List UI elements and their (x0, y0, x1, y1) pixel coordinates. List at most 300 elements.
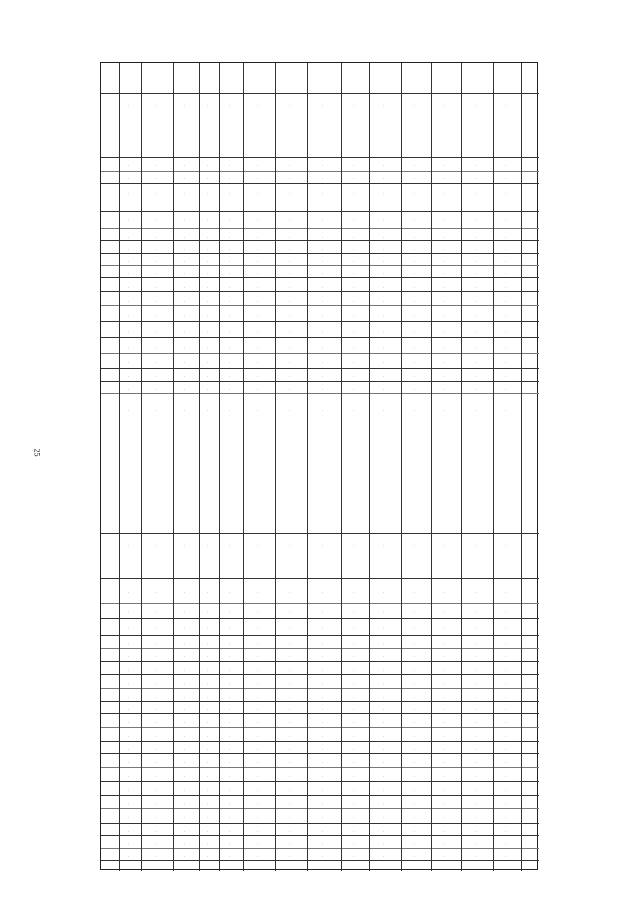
cell-mark: · (322, 285, 324, 290)
cell-mark: · (184, 641, 186, 646)
cell-mark: · (207, 788, 209, 793)
cell-mark: · (383, 329, 385, 334)
cell-mark: · (289, 641, 291, 646)
cell-mark: · (505, 285, 507, 290)
cell-mark: · (289, 625, 291, 630)
cell-mark: · (289, 590, 291, 595)
cell-mark: · (289, 103, 291, 108)
cell-mark: · (444, 271, 446, 276)
cell-mark: · (414, 788, 416, 793)
cell-mark: · (207, 707, 209, 712)
cell-mark: · (505, 668, 507, 673)
cell-mark: · (289, 801, 291, 806)
cell-mark: · (414, 218, 416, 223)
table-grid-h (101, 265, 539, 266)
table-grid-v (307, 63, 308, 871)
cell-mark: · (128, 176, 130, 181)
cell-mark: · (505, 695, 507, 700)
cell-mark: · (128, 854, 130, 859)
cell-mark: · (475, 842, 477, 847)
cell-mark: · (229, 247, 231, 252)
cell-mark: · (207, 760, 209, 765)
cell-mark: · (353, 247, 355, 252)
cell-mark: · (322, 218, 324, 223)
cell-mark: · (353, 374, 355, 379)
cell-mark: · (444, 313, 446, 318)
cell-mark: · (289, 543, 291, 548)
cell-mark: · (155, 374, 157, 379)
cell-mark: · (414, 829, 416, 834)
cell-mark: · (414, 235, 416, 240)
cell-mark: · (155, 360, 157, 365)
cell-mark: · (353, 747, 355, 752)
cell-mark: · (257, 163, 259, 168)
cell-mark: · (207, 829, 209, 834)
cell-mark: · (322, 345, 324, 350)
cell-mark: · (322, 788, 324, 793)
cell-mark: · (353, 774, 355, 779)
cell-mark: · (322, 854, 324, 859)
cell-mark: · (505, 681, 507, 686)
cell-mark: · (475, 760, 477, 765)
cell-mark: · (257, 801, 259, 806)
cell-mark: · (353, 668, 355, 673)
cell-mark: · (184, 235, 186, 240)
cell-mark: · (475, 854, 477, 859)
cell-mark: · (257, 235, 259, 240)
cell-mark: · (184, 654, 186, 659)
cell-mark: · (184, 590, 186, 595)
cell-mark: · (414, 408, 416, 413)
cell-mark: · (383, 235, 385, 240)
cell-mark: · (383, 854, 385, 859)
cell-mark: · (184, 103, 186, 108)
cell-mark: · (383, 668, 385, 673)
cell-mark: · (207, 842, 209, 847)
cell-mark: · (383, 654, 385, 659)
cell-mark: · (229, 668, 231, 673)
cell-mark: · (128, 299, 130, 304)
cell-mark: · (444, 788, 446, 793)
cell-mark: · (322, 313, 324, 318)
cell-mark: · (475, 285, 477, 290)
cell-mark: · (353, 707, 355, 712)
cell-mark: · (128, 374, 130, 379)
cell-mark: · (322, 329, 324, 334)
cell-mark: · (155, 641, 157, 646)
cell-mark: · (155, 854, 157, 859)
cell-mark: · (128, 720, 130, 725)
cell-mark: · (383, 590, 385, 595)
cell-mark: · (229, 654, 231, 659)
cell-mark: · (475, 774, 477, 779)
cell-mark: · (289, 191, 291, 196)
cell-mark: · (229, 590, 231, 595)
table-grid-h (101, 688, 539, 689)
cell-mark: · (322, 625, 324, 630)
cell-mark: · (322, 360, 324, 365)
cell-mark: · (155, 815, 157, 820)
cell-mark: · (414, 625, 416, 630)
cell-mark: · (184, 681, 186, 686)
cell-mark: · (155, 681, 157, 686)
table-grid-h (101, 753, 539, 754)
cell-mark: · (289, 747, 291, 752)
cell-mark: · (229, 747, 231, 752)
cell-mark: · (184, 259, 186, 264)
cell-mark: · (257, 345, 259, 350)
cell-mark: · (207, 329, 209, 334)
cell-mark: · (289, 329, 291, 334)
cell-mark: · (207, 801, 209, 806)
cell-mark: · (289, 345, 291, 350)
cell-mark: · (184, 360, 186, 365)
table-grid-h (101, 781, 539, 782)
cell-mark: · (207, 668, 209, 673)
table-grid-h (101, 228, 539, 229)
cell-mark: · (184, 747, 186, 752)
cell-mark: · (444, 360, 446, 365)
cell-mark: · (322, 387, 324, 392)
cell-mark: · (207, 543, 209, 548)
cell-mark: · (475, 247, 477, 252)
cell-mark: · (257, 695, 259, 700)
cell-mark: · (229, 345, 231, 350)
cell-mark: · (383, 695, 385, 700)
table-grid-h (101, 381, 539, 382)
cell-mark: · (353, 163, 355, 168)
cell-mark: · (383, 374, 385, 379)
cell-mark: · (289, 259, 291, 264)
cell-mark: · (414, 734, 416, 739)
cell-mark: · (322, 163, 324, 168)
cell-mark: · (414, 747, 416, 752)
table-grid-h (101, 578, 539, 579)
cell-mark: · (414, 760, 416, 765)
cell-mark: · (257, 815, 259, 820)
cell-mark: · (505, 543, 507, 548)
cell-mark: · (229, 610, 231, 615)
cell-mark: · (155, 103, 157, 108)
cell-mark: · (475, 163, 477, 168)
cell-mark: · (322, 590, 324, 595)
cell-mark: · (414, 259, 416, 264)
cell-mark: · (229, 218, 231, 223)
table-grid-h (101, 291, 539, 292)
cell-mark: · (207, 590, 209, 595)
cell-mark: · (505, 176, 507, 181)
cell-mark: · (229, 681, 231, 686)
cell-mark: · (128, 681, 130, 686)
table-grid-h (101, 674, 539, 675)
cell-mark: · (229, 543, 231, 548)
cell-mark: · (353, 271, 355, 276)
cell-mark: · (128, 760, 130, 765)
cell-mark: · (475, 408, 477, 413)
cell-mark: · (155, 734, 157, 739)
cell-mark: · (155, 176, 157, 181)
cell-mark: · (383, 247, 385, 252)
cell-mark: · (353, 218, 355, 223)
cell-mark: · (229, 760, 231, 765)
cell-mark: · (257, 681, 259, 686)
table-grid-h (101, 835, 539, 836)
cell-mark: · (184, 829, 186, 834)
cell-mark: · (322, 176, 324, 181)
cell-mark: · (505, 247, 507, 252)
cell-mark: · (289, 695, 291, 700)
cell-mark: · (475, 235, 477, 240)
cell-mark: · (229, 695, 231, 700)
cell-mark: · (383, 345, 385, 350)
cell-mark: · (475, 654, 477, 659)
cell-mark: · (289, 299, 291, 304)
cell-mark: · (444, 218, 446, 223)
cell-mark: · (155, 329, 157, 334)
cell-mark: · (128, 815, 130, 820)
cell-mark: · (207, 747, 209, 752)
cell-mark: · (128, 285, 130, 290)
cell-mark: · (353, 590, 355, 595)
cell-mark: · (207, 695, 209, 700)
cell-mark: · (128, 774, 130, 779)
cell-mark: · (155, 285, 157, 290)
cell-mark: · (155, 259, 157, 264)
cell-mark: · (229, 801, 231, 806)
cell-mark: · (289, 313, 291, 318)
cell-mark: · (505, 345, 507, 350)
cell-mark: · (353, 313, 355, 318)
cell-mark: · (229, 374, 231, 379)
cell-mark: · (155, 801, 157, 806)
cell-mark: · (184, 695, 186, 700)
cell-mark: · (128, 543, 130, 548)
cell-mark: · (128, 695, 130, 700)
cell-mark: · (475, 329, 477, 334)
cell-mark: · (257, 191, 259, 196)
table-grid-h (101, 860, 539, 861)
table-grid-h (101, 337, 539, 338)
cell-mark: · (444, 191, 446, 196)
cell-mark: · (322, 774, 324, 779)
cell-mark: · (229, 707, 231, 712)
cell-mark: · (207, 235, 209, 240)
cell-mark: · (414, 815, 416, 820)
cell-mark: · (128, 329, 130, 334)
cell-mark: · (505, 747, 507, 752)
cell-mark: · (184, 760, 186, 765)
cell-mark: · (383, 815, 385, 820)
cell-mark: · (505, 103, 507, 108)
cell-mark: · (184, 543, 186, 548)
cell-mark: · (155, 235, 157, 240)
table-grid-h (101, 157, 539, 158)
cell-mark: · (184, 345, 186, 350)
cell-mark: · (353, 734, 355, 739)
cell-mark: · (155, 654, 157, 659)
cell-mark: · (155, 788, 157, 793)
cell-mark: · (505, 801, 507, 806)
cell-mark: · (414, 707, 416, 712)
cell-mark: · (229, 235, 231, 240)
cell-mark: · (128, 707, 130, 712)
cell-mark: · (414, 668, 416, 673)
cell-mark: · (257, 299, 259, 304)
cell-mark: · (383, 313, 385, 318)
cell-mark: · (414, 329, 416, 334)
cell-mark: · (128, 654, 130, 659)
cell-mark: · (322, 299, 324, 304)
cell-mark: · (353, 625, 355, 630)
cell-mark: · (257, 668, 259, 673)
table-grid-h (101, 321, 539, 322)
cell-mark: · (184, 610, 186, 615)
cell-mark: · (257, 259, 259, 264)
cell-mark: · (289, 360, 291, 365)
cell-mark: · (229, 641, 231, 646)
cell-mark: · (444, 176, 446, 181)
table-grid-h (101, 253, 539, 254)
cell-mark: · (444, 247, 446, 252)
cell-mark: · (414, 247, 416, 252)
cell-mark: · (128, 163, 130, 168)
cell-mark: · (383, 774, 385, 779)
cell-mark: · (353, 815, 355, 820)
cell-mark: · (414, 299, 416, 304)
cell-mark: · (229, 163, 231, 168)
cell-mark: · (184, 271, 186, 276)
cell-mark: · (155, 543, 157, 548)
cell-mark: · (505, 788, 507, 793)
cell-mark: · (322, 760, 324, 765)
table-grid-v (199, 63, 200, 871)
cell-mark: · (257, 285, 259, 290)
cell-mark: · (353, 610, 355, 615)
cell-mark: · (128, 387, 130, 392)
cell-mark: · (128, 625, 130, 630)
table-grid-h (101, 808, 539, 809)
cell-mark: · (383, 285, 385, 290)
cell-mark: · (414, 654, 416, 659)
cell-mark: · (353, 329, 355, 334)
table-grid-h (101, 823, 539, 824)
cell-mark: · (128, 747, 130, 752)
cell-mark: · (257, 747, 259, 752)
cell-mark: · (128, 247, 130, 252)
cell-mark: · (289, 707, 291, 712)
cell-mark: · (155, 313, 157, 318)
cell-mark: · (289, 842, 291, 847)
cell-mark: · (353, 191, 355, 196)
cell-mark: · (383, 176, 385, 181)
cell-mark: · (257, 329, 259, 334)
cell-mark: · (505, 299, 507, 304)
cell-mark: · (155, 218, 157, 223)
table-grid-v (401, 63, 402, 871)
cell-mark: · (257, 271, 259, 276)
cell-mark: · (444, 590, 446, 595)
cell-mark: · (414, 695, 416, 700)
table-grid-h (101, 393, 539, 394)
cell-mark: · (353, 842, 355, 847)
table-grid-h (101, 713, 539, 714)
cell-mark: · (505, 387, 507, 392)
cell-mark: · (229, 191, 231, 196)
table-grid-v (431, 63, 432, 871)
cell-mark: · (289, 720, 291, 725)
cell-mark: · (322, 247, 324, 252)
cell-mark: · (128, 313, 130, 318)
table-grid-h (101, 741, 539, 742)
cell-mark: · (207, 625, 209, 630)
cell-mark: · (184, 299, 186, 304)
cell-mark: · (155, 668, 157, 673)
cell-mark: · (128, 259, 130, 264)
cell-mark: · (444, 734, 446, 739)
cell-mark: · (184, 247, 186, 252)
cell-mark: · (383, 681, 385, 686)
cell-mark: · (475, 259, 477, 264)
cell-mark: · (257, 313, 259, 318)
table-grid-h (101, 277, 539, 278)
cell-mark: · (207, 641, 209, 646)
cell-mark: · (475, 387, 477, 392)
cell-mark: · (414, 374, 416, 379)
cell-mark: · (229, 259, 231, 264)
cell-mark: · (257, 641, 259, 646)
cell-mark: · (207, 163, 209, 168)
cell-mark: · (322, 103, 324, 108)
cell-mark: · (475, 103, 477, 108)
cell-mark: · (207, 654, 209, 659)
cell-mark: · (155, 625, 157, 630)
cell-mark: · (475, 707, 477, 712)
cell-mark: · (505, 329, 507, 334)
cell-mark: · (353, 543, 355, 548)
cell-mark: · (257, 842, 259, 847)
cell-mark: · (229, 329, 231, 334)
cell-mark: · (505, 360, 507, 365)
cell-mark: · (414, 360, 416, 365)
cell-mark: · (475, 313, 477, 318)
cell-mark: · (444, 259, 446, 264)
cell-mark: · (414, 271, 416, 276)
cell-mark: · (257, 788, 259, 793)
cell-mark: · (229, 829, 231, 834)
cell-mark: · (155, 760, 157, 765)
cell-mark: · (257, 360, 259, 365)
cell-mark: · (155, 387, 157, 392)
cell-mark: · (444, 747, 446, 752)
cell-mark: · (257, 543, 259, 548)
cell-mark: · (383, 360, 385, 365)
cell-mark: · (414, 720, 416, 725)
cell-mark: · (505, 654, 507, 659)
cell-mark: · (505, 610, 507, 615)
cell-mark: · (322, 668, 324, 673)
cell-mark: · (257, 387, 259, 392)
cell-mark: · (155, 408, 157, 413)
table-grid-v (461, 63, 462, 871)
cell-mark: · (475, 176, 477, 181)
table-grid-v (521, 63, 522, 871)
cell-mark: · (383, 707, 385, 712)
cell-mark: · (229, 387, 231, 392)
cell-mark: · (444, 654, 446, 659)
cell-mark: · (353, 720, 355, 725)
table-grid-v (275, 63, 276, 871)
cell-mark: · (322, 610, 324, 615)
